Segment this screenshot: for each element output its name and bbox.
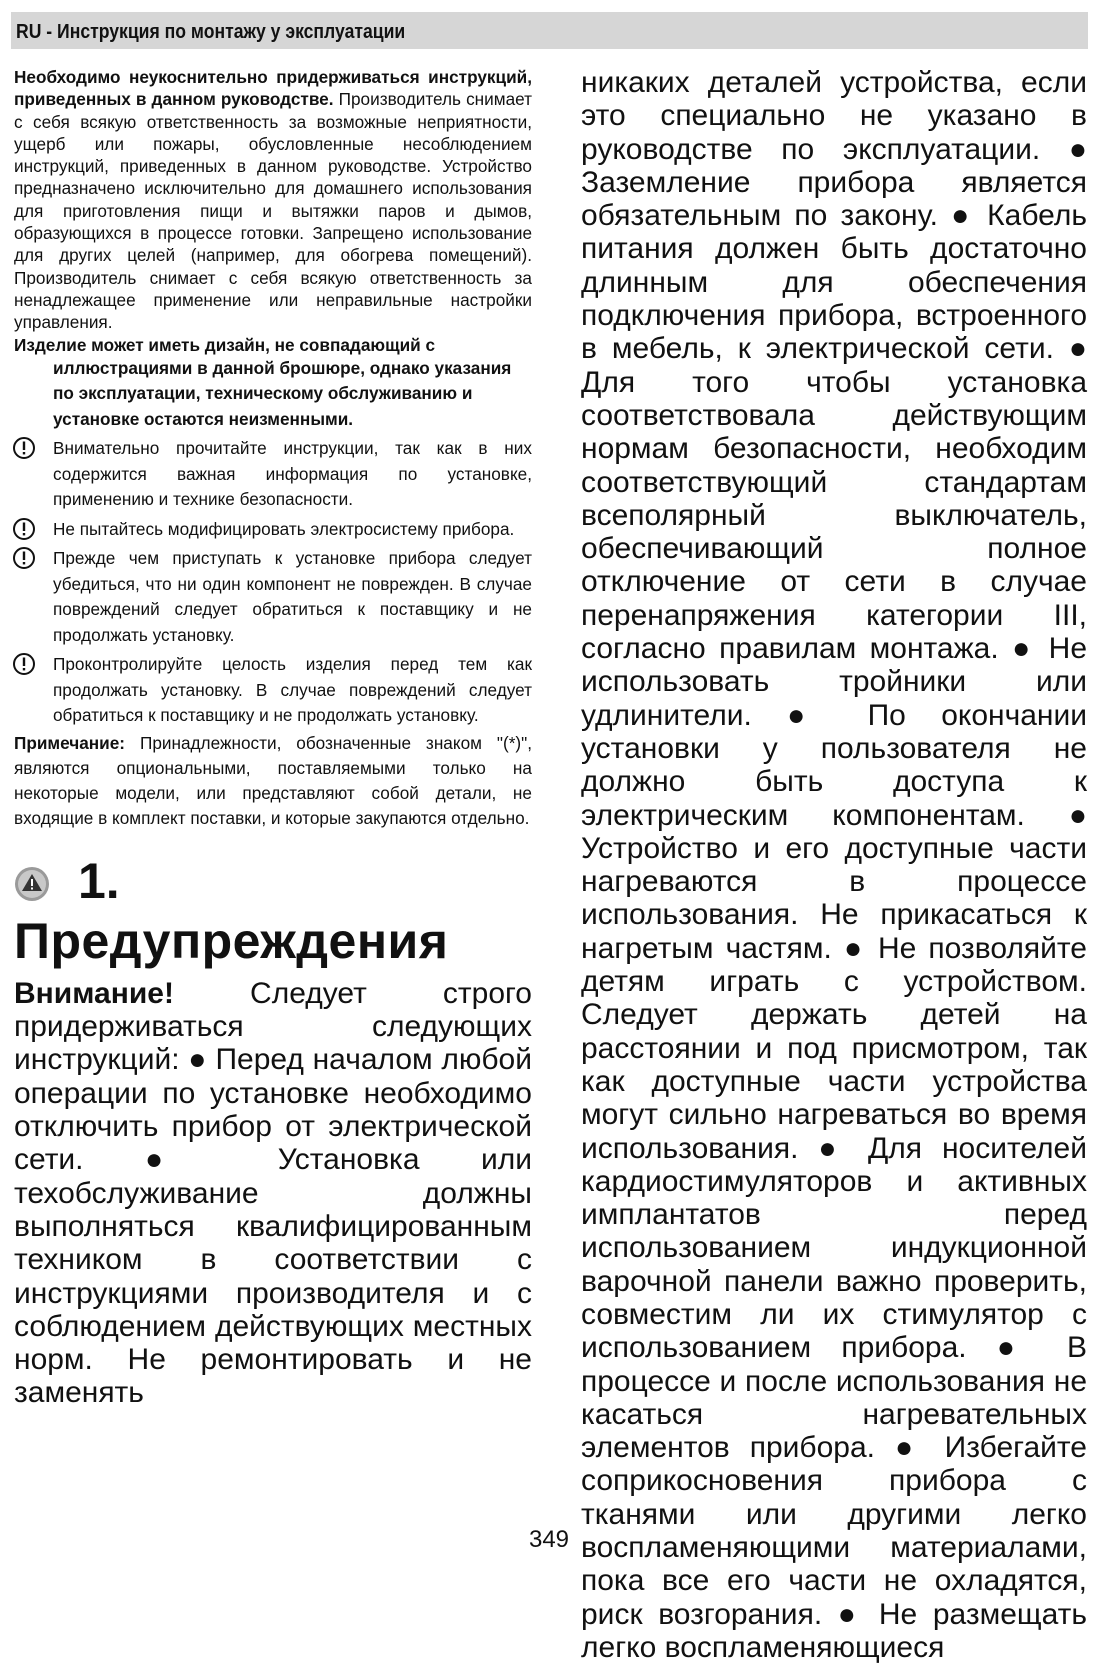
warning-text: Внимательно прочитайте инструкции, так как в них содержится важная информация по установке, применению и технике безопасности. (53, 438, 532, 510)
design-notice (14, 334, 532, 433)
header-title: RU - Инструкция по монтажу у эксплуатации (16, 21, 406, 43)
warning-item (14, 546, 532, 648)
intro-bold: Необходимо неукоснительно придерживаться инструкций, приведенных в данном руководстве. (14, 67, 532, 110)
warning-text: Прежде чем приступать к установке прибора следует убедиться, что ни один компонент не поврежден. В случае повреждений следует обратиться к поставщику и не продолжать установку. (53, 548, 532, 645)
attention-text: Следует строго придерживаться следующих инструкций: ● Перед началом любой операции по установке необходимо отключить прибор от электрической сети. ● Установка или техобслуживание должны выполняться квалифицированным техником в соответствии с инструкциями производителя и с соблюдением действующих местных норм. Не ремонтировать и не заменять (14, 976, 532, 1410)
warning-triangle-icon (14, 866, 50, 902)
warning-item (14, 436, 532, 513)
warning-circle-icon (12, 517, 36, 541)
warning-item (14, 652, 532, 729)
warning-circle-icon (12, 436, 36, 460)
warning-item (14, 517, 532, 543)
intro-paragraph (14, 66, 532, 334)
design-rest: иллюстрациями в данной брошюре, однако указания по эксплуатации, техническому обслуживанию и установке остаются неизменными. (53, 357, 512, 429)
section-number: 1. (78, 852, 120, 909)
warning-circle-icon (12, 652, 36, 676)
attention-label: Внимание! (14, 976, 174, 1010)
design-line-1: Изделие может иметь дизайн, не совпадающий с (14, 334, 436, 355)
right-paragraph: никаких деталей устройства, если это специально не указано в руководстве по эксплуатации. ● Заземление прибора является обязательным по закону. ● Кабель питания должен быть достаточно длинным для обеспечения подключения прибора, встроенного в мебель, к электрической сети. ● Для того чтобы установка соответствовала действующим нормам безопасности, необходим соответствующий стандартам всеполярный выключатель, обеспечивающий полное отключение от сети в случае перенапряжения категории III, согласно правилам монтажа. ● Не использовать тройники или удлинители. ● По окончании установки у пользователя не должно быть доступа к электрическим компонентам. ● Устройство и его доступные части нагреваются в процессе использования. Не прикасаться к нагретым частям. ● Не позволяйте детям играть с устройством. Следует держать детей на расстоянии и под присмотром, так как доступные части устройства могут сильно нагреваться во время использования. ● Для носителей кардиостимуляторов и активных имплантатов перед использованием индукционной варочной панели важно проверить, совместим ли их стимулятор с использованием прибора. ● В процессе и после использования не касаться нагревательных элементов прибора. ● Избегайте соприкосновения прибора с тканями или другими легко воспламеняющими материалами, пока все его части не охладятся, риск возгорания. ● Не размещать легко воспламеняющиеся (581, 66, 1087, 1664)
intro-text: Производитель снимает с себя всякую ответственность за возможные неприятности, ущерб или пожары, обусловленные несоблюдением инструкций, приведенных в данном руководстве. Устройство предназначено исключительно для домашнего использования для приготовления пищи и вытяжки паров и дымов, образующихся в процессе готовки. Запрещено использование для других целей (например, для обогрева помещений). Производитель снимает с себя всякую ответственность за ненадлежащее применение или неправильные настройки управления. (14, 89, 532, 333)
note-text: Принадлежности, обозначенные знаком "(*)", являются опциональными, поставляемыми только на некоторые модели, или представляют собой детали, не входящие в комплект поставки, и которые закупаются отдельно. (14, 732, 532, 828)
section-heading (14, 851, 532, 971)
warning-text: Проконтролируйте целость изделия перед тем как продолжать установку. В случае повреждений следует обратиться к поставщику и не продолжать установку. (53, 654, 532, 726)
attention-paragraph (14, 977, 532, 1410)
note-paragraph (14, 731, 532, 831)
right-column (581, 66, 1087, 1664)
warning-text: Не пытайтесь модифицировать электросистему прибора. (53, 518, 515, 539)
page-header (11, 12, 1088, 49)
note-label: Примечание: (14, 732, 126, 753)
warning-circle-icon (12, 546, 36, 570)
page-number: 349 (528, 1526, 570, 1553)
section-title: Предупреждения (14, 912, 449, 969)
left-column (14, 66, 532, 1410)
